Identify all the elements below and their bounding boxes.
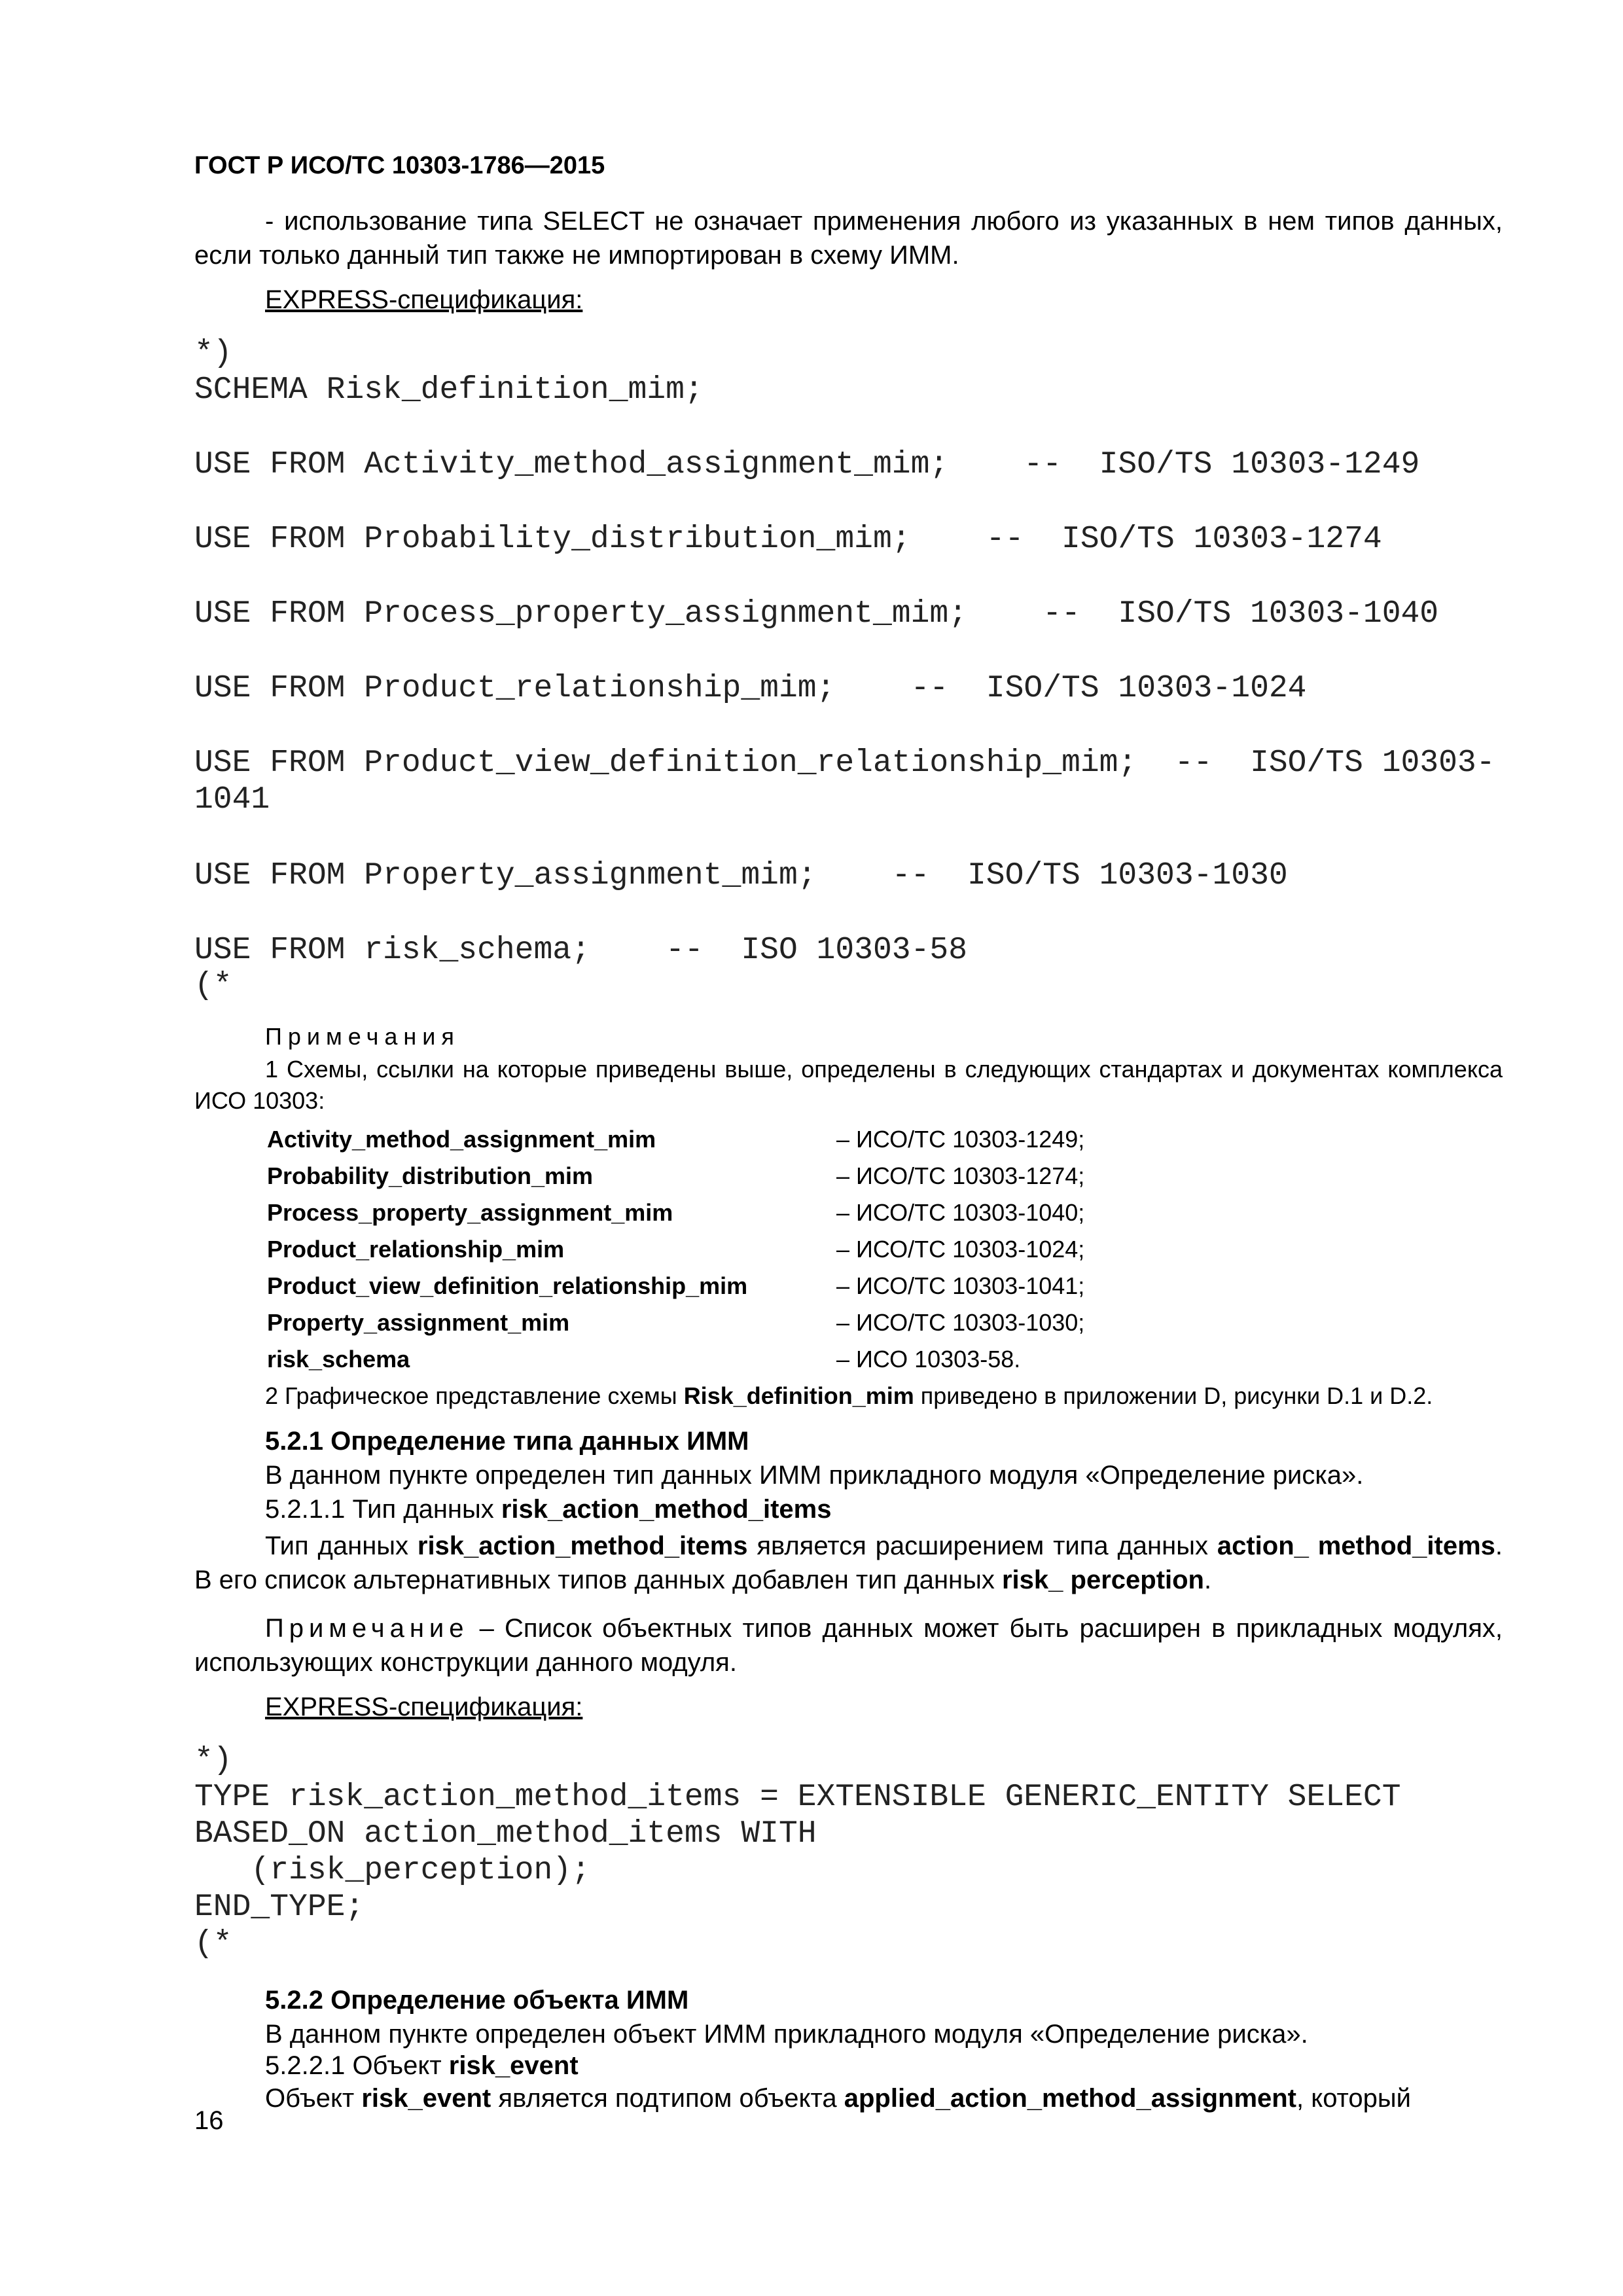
code-type-line: BASED_ON action_method_items WITH xyxy=(194,1816,817,1852)
references-table xyxy=(267,1121,1164,1378)
subsection-5211-title xyxy=(265,1495,832,1524)
module-name: risk_schema xyxy=(267,1346,410,1372)
text-span: Объект xyxy=(265,2084,362,2113)
code-type-line: END_TYPE; xyxy=(194,1890,365,1925)
note-2 xyxy=(265,1382,1433,1410)
express-spec-label-2: EXPRESS-спецификация: xyxy=(265,1693,583,1721)
text-span: , который xyxy=(1296,2084,1412,2113)
subsection-5221-title xyxy=(265,2051,579,2081)
text-span: является расширением типа данных xyxy=(747,1532,1217,1560)
module-name: Property_assignment_mim xyxy=(267,1309,570,1336)
page-header: ГОСТ Р ИСО/ТС 10303-1786—2015 xyxy=(194,152,605,179)
express-spec-label: EXPRESS-спецификация: xyxy=(265,285,583,314)
section-521-description: В данном пункте определен тип данных ИММ прикладного модуля «Определение риска». xyxy=(265,1461,1364,1490)
notes-title: Примечания xyxy=(265,1023,460,1050)
type-name: risk_action_method_items xyxy=(417,1532,748,1560)
subsection-prefix: 5.2.2.1 Объект xyxy=(265,2051,449,2080)
code-use-line: USE FROM Product_relationship_mim; -- ISO/TS 10303-1024 xyxy=(194,671,1307,706)
note-2-schema-name: Risk_definition_mim xyxy=(683,1382,914,1409)
module-name: Product_view_definition_relationship_mim xyxy=(267,1272,748,1299)
note-2-suffix: приведено в приложении D, рисунки D.1 и D.2. xyxy=(914,1382,1433,1409)
text-span: . В его список альтернативных типов данных добавлен тип данных xyxy=(194,1532,1503,1594)
note-label: Примечание xyxy=(265,1614,469,1643)
subsection-type-name: risk_action_method_items xyxy=(501,1495,832,1524)
section-heading-521: 5.2.1 Определение типа данных ИММ xyxy=(265,1427,749,1456)
code-open-comment: *) xyxy=(194,1743,232,1778)
standard-ref: – ИСО/ТС 10303-1040; xyxy=(836,1199,1085,1226)
code-use-line: USE FROM Product_view_definition_relationship_mim; -- ISO/TS 10303- 1041 xyxy=(194,745,1495,817)
table-row xyxy=(267,1304,1164,1341)
module-name: Product_relationship_mim xyxy=(267,1236,565,1263)
module-name: Process_property_assignment_mim xyxy=(267,1199,673,1226)
added-type-name: risk_ perception xyxy=(1001,1566,1204,1594)
standard-ref: – ИСО 10303-58. xyxy=(836,1346,1021,1372)
text-span: является подтипом объекта xyxy=(491,2084,844,2113)
page-number: 16 xyxy=(194,2106,224,2135)
text-span: . xyxy=(1204,1566,1212,1594)
code-type-line: (risk_perception); xyxy=(194,1853,590,1888)
note-2-prefix: 2 Графическое представление схемы xyxy=(265,1382,684,1409)
section-note xyxy=(194,1611,1503,1679)
subsection-entity-name: risk_event xyxy=(448,2051,579,2080)
table-row xyxy=(267,1231,1164,1268)
entity-name: risk_event xyxy=(361,2084,491,2113)
code-close-comment: (* xyxy=(194,968,232,1003)
table-row xyxy=(267,1268,1164,1304)
supertype-name: applied_action_method_assignment xyxy=(844,2084,1297,2113)
note-1: 1 Схемы, ссылки на которые приведены выше, определены в следующих стандартах и документах комплекса ИСО 10303: xyxy=(194,1056,1503,1114)
section-522-description: В данном пункте определен объект ИММ прикладного модуля «Определение риска». xyxy=(265,2020,1308,2049)
intro-paragraph: - использование типа SELECT не означает применения любого из указанных в нем типов данных, если только данный тип также не импортирован в схему ИММ. xyxy=(194,207,1503,270)
table-row xyxy=(267,1158,1164,1194)
note-text: – Список объектных типов данных может быть расширен в прикладных модулях, использующих конструкции данного модуля. xyxy=(194,1614,1503,1677)
subsection-prefix: 5.2.1.1 Тип данных xyxy=(265,1495,501,1524)
base-type-name: action_ method_items xyxy=(1217,1532,1495,1560)
code-use-line: USE FROM Process_property_assignment_mim; -- ISO/TS 10303-1040 xyxy=(194,596,1439,632)
code-use-line: USE FROM risk_schema; -- ISO 10303-58 xyxy=(194,933,967,968)
standard-ref: – ИСО/ТС 10303-1041; xyxy=(836,1272,1085,1299)
code-use-line: USE FROM Probability_distribution_mim; -- ISO/TS 10303-1274 xyxy=(194,522,1382,557)
table-row xyxy=(267,1121,1164,1158)
code-type-line: TYPE risk_action_method_items = EXTENSIBLE GENERIC_ENTITY SELECT xyxy=(194,1780,1401,1815)
standard-ref: – ИСО/ТС 10303-1024; xyxy=(836,1236,1085,1263)
standard-ref: – ИСО/ТС 10303-1249; xyxy=(836,1126,1085,1153)
code-use-line: USE FROM Activity_method_assignment_mim; -- ISO/TS 10303-1249 xyxy=(194,447,1420,482)
code-schema-line: SCHEMA Risk_definition_mim; xyxy=(194,372,704,408)
module-name: Probability_distribution_mim xyxy=(267,1162,594,1189)
entity-description-paragraph xyxy=(194,2081,1503,2115)
standard-ref: – ИСО/ТС 10303-1030; xyxy=(836,1309,1085,1336)
section-heading-522: 5.2.2 Определение объекта ИММ xyxy=(265,1986,689,2015)
code-close-comment: (* xyxy=(194,1926,232,1962)
code-open-comment: *) xyxy=(194,336,232,371)
text-span: Тип данных xyxy=(265,1532,418,1560)
standard-ref: – ИСО/ТС 10303-1274; xyxy=(836,1162,1085,1189)
module-name: Activity_method_assignment_mim xyxy=(267,1126,656,1153)
code-use-line: USE FROM Property_assignment_mim; -- ISO/TS 10303-1030 xyxy=(194,858,1288,893)
table-row xyxy=(267,1341,1164,1378)
type-description-paragraph xyxy=(194,1529,1503,1597)
table-row xyxy=(267,1194,1164,1231)
